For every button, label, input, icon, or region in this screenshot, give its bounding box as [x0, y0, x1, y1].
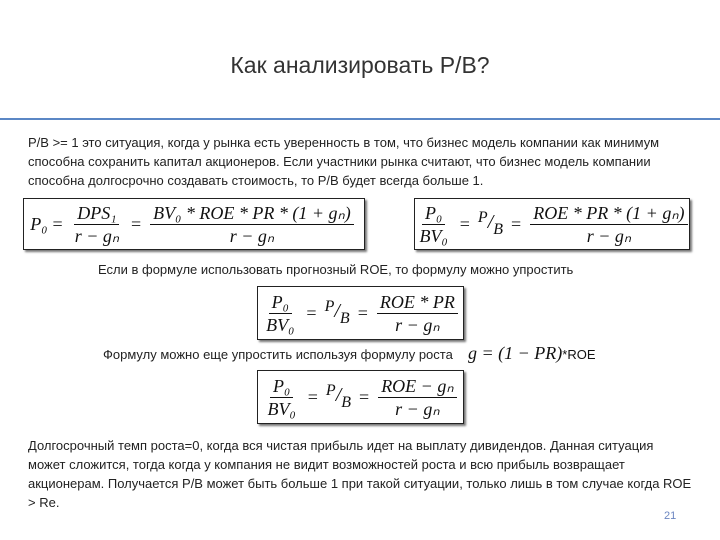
growth-formula: g = (1 − PR)*ROE: [468, 343, 596, 363]
fraction-roe-pr-growth: [530, 203, 687, 246]
fraction-denominator: r − gₙ: [395, 314, 440, 335]
equals-sign: =: [307, 386, 318, 407]
equals-sign: =: [131, 213, 142, 234]
title-divider: [0, 118, 720, 120]
fraction-numerator: P₀: [269, 292, 292, 314]
fraction-denominator: BV₀: [419, 225, 448, 246]
equals-sign: =: [306, 302, 317, 323]
equals-sign: =: [511, 213, 522, 234]
fraction-numerator: ROE * PR * (1 + gₙ): [530, 203, 687, 225]
page-number: 21: [664, 510, 677, 522]
fraction-numerator: ROE * PR: [377, 292, 458, 314]
simplify-caption: Если в формуле использовать прогнозный ROE, то формулу можно упростить: [98, 262, 574, 277]
fraction-denominator: r − gₙ: [586, 225, 632, 246]
conclusion-paragraph: Долгосрочный темп роста=0, когда вся чистая прибыль идет на выплату дивидендов. Данная ситуация может сложится, тогда когда у компания не видит возможностей роста и всю прибыль возвращает акционерам. Получается P/B может быть больше 1 при такой ситуации, только лишь в том случае когда ROE > Re.: [28, 438, 692, 510]
intro-paragraph: P/B >= 1 это ситуация, когда у рынка есть уверенность в том, что бизнес модель компании как минимум способна сохранить капитал акционеров. Если участники рынка считают, что бизнес модель компании способна долгосрочно создавать стоимость, то P/B будет всегда больше 1.: [28, 135, 660, 188]
fraction-p0-bv0: [263, 292, 297, 335]
equals-sign: =: [459, 213, 470, 234]
slide-title: Как анализировать P/B?: [230, 52, 490, 78]
p-over-b: $^P/_B$: [325, 382, 352, 411]
fraction-denominator: r − gₙ: [395, 398, 440, 419]
fraction-dps: [72, 203, 122, 246]
formula-box-dps: [23, 198, 365, 250]
formula-box-pb-full: [414, 198, 690, 250]
fraction-p0-bv0: [417, 203, 451, 246]
formula-lhs: P₀: [30, 213, 48, 234]
fraction-numerator: BV₀ * ROE * PR * (1 + gₙ): [150, 203, 354, 225]
fraction-p0-bv0: [265, 376, 299, 419]
fraction-bv: [150, 203, 354, 246]
equals-sign: =: [52, 213, 63, 234]
formula-box-pb-forecast: [257, 286, 464, 340]
equals-sign: =: [357, 302, 368, 323]
fraction-numerator: DPS₁: [74, 203, 119, 225]
p-over-b: $^P/_B$: [477, 209, 504, 238]
formula-box-pb-growth: [257, 370, 464, 424]
fraction-numerator: P₀: [422, 203, 445, 225]
p-over-b: $^P/_B$: [324, 298, 350, 327]
fraction-denominator: r − gₙ: [229, 225, 275, 246]
fraction-numerator: P₀: [270, 376, 293, 398]
fraction-denominator: BV₀: [267, 398, 296, 419]
fraction-roe-pr: [377, 292, 458, 335]
equals-sign: =: [359, 386, 370, 407]
fraction-denominator: r − gₙ: [74, 225, 120, 246]
fraction-roe-minus-g: [378, 376, 456, 419]
fraction-numerator: ROE − gₙ: [378, 376, 456, 398]
fraction-denominator: BV₀: [266, 314, 295, 335]
growth-caption: Формулу можно еще упростить используя формулу роста: [103, 347, 453, 362]
